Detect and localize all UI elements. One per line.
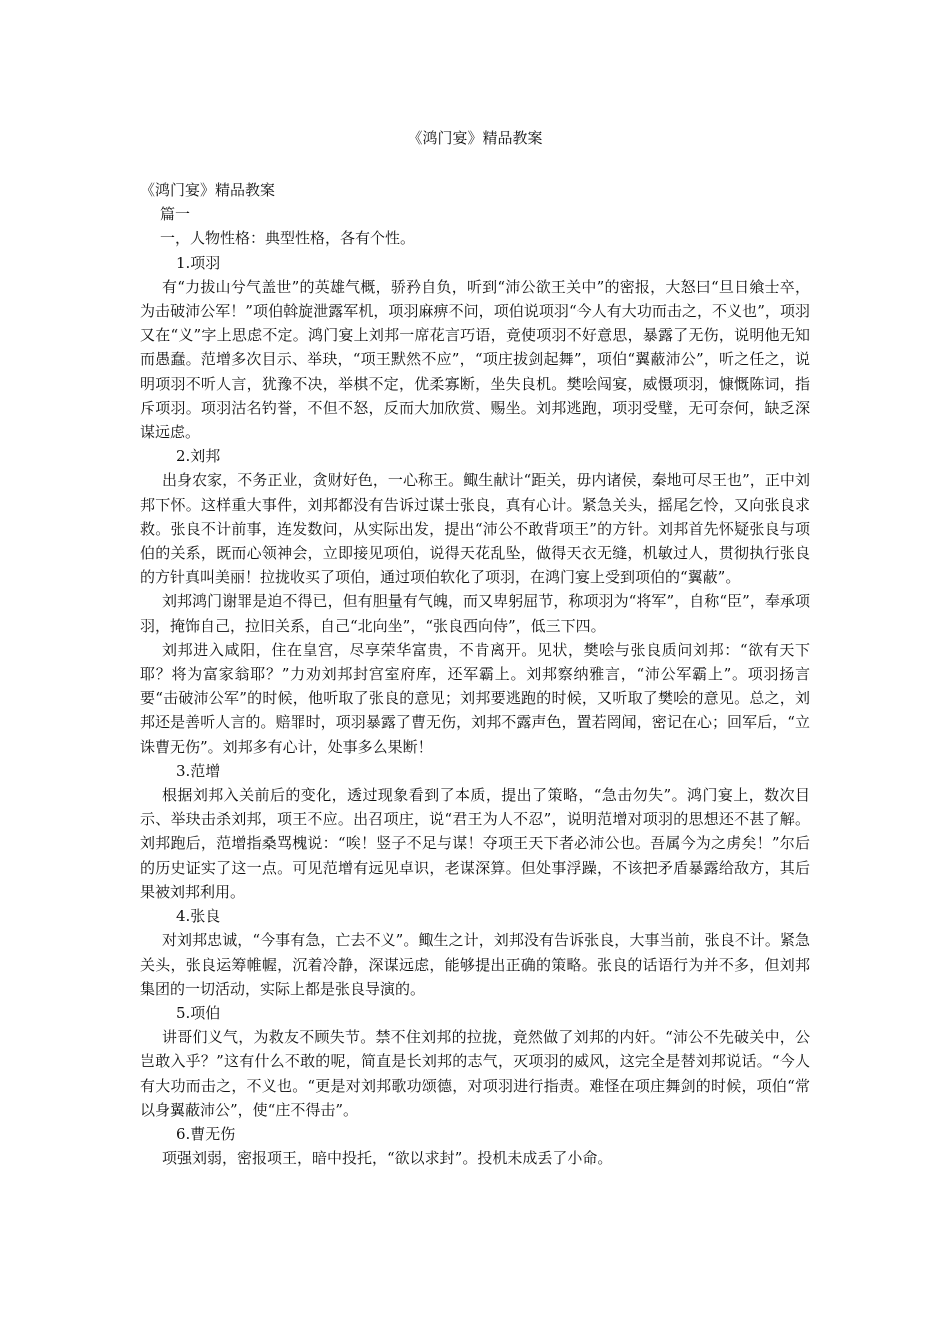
section-heading: 一，人物性格：典型性格，各有个性。 <box>160 229 416 248</box>
paragraph-fanzeng: 根据刘邦入关前后的变化，透过现象看到了本质，提出了策略，“急击勿失”。鸿门宴上，数次目示、举玦击杀刘邦，项王不应。出召项庄，说“君王为人不忍”，说明范增对项羽的思想还不甚了解。刘邦跑后，范增指桑骂槐说：“唉！竖子不足与谋！夺项王天下者必沛公也。吾属今为之虏矣！”尔后的历史证实了这一点。可见范增有远见卓识，老谋深算。但处事浮躁，不该把矛盾暴露给敌方，其后果被刘邦利用。 <box>140 786 810 901</box>
paragraph-zhangliang: 对刘邦忠诚，“今事有急，亡去不义”。鲰生之计，刘邦没有告诉张良，大事当前，张良不计。紧急关头，张良运筹帷幄，沉着冷静，深谋远虑，能够提出正确的策略。张良的话语行为并不多，但刘邦集团的一切活动，实际上都是张良导演的。 <box>140 931 810 998</box>
paragraph-liubang-2: 刘邦鸿门谢罪是迫不得已，但有胆量有气魄，而又卑躬屈节，称项羽为“将军”，自称“臣”，奉承项羽，掩饰自己，拉旧关系，自己“北向坐”，“张良西向侍”，低三下四。 <box>140 592 810 635</box>
part-label: 篇一 <box>160 205 191 224</box>
paragraph-liubang-3: 刘邦进入咸阳，住在皇宫，尽享荣华富贵，不肯离开。见状，樊哙与张良质问刘邦：“欲有天下耶？将为富家翁耶？”力劝刘邦封宫室府库，还军霸上。刘邦察纳雅言，“沛公军霸上”。项羽扬言要“击破沛公军”的时候，他听取了张良的意见；刘邦要逃跑的时候，又听取了樊哙的意见。总之，刘邦还是善听人言的。赔罪时，项羽暴露了曹无伤，刘邦不露声色，置若罔闻，密记在心；回军后，“立诛曹无伤”。刘邦多有心计，处事多么果断！ <box>140 640 810 756</box>
heading-caowushang: 6.曹无伤 <box>176 1124 236 1143</box>
heading-liubang: 2.刘邦 <box>176 447 221 466</box>
paragraph-xiangyu: 有“力拔山兮气盖世”的英雄气概，骄矜自负，听到“沛公欲王关中”的密报，大怒曰“旦日飨士卒，为击破沛公军！”项伯斡旋泄露军机，项羽麻痹不问，项伯说项羽“今人有大功而击之，不义也”，项羽又在“义”字上思虑不定。鸿门宴上刘邦一席花言巧语，竟使项羽不好意思，暴露了无伤，说明他无知而愚蠢。范增多次目示、举玦，“项王默然不应”，“项庄拔剑起舞”，项伯“翼蔽沛公”，听之任之，说明项羽不听人言，犹豫不决，举棋不定，优柔寡断，坐失良机。樊哙闯宴，威慑项羽，慷慨陈词，指斥项羽。项羽沽名钓誉，不但不怒，反而大加欣赏、赐坐。刘邦逃跑，项羽受璧，无可奈何，缺乏深谋远虑。 <box>140 277 810 442</box>
heading-fanzeng: 3.范增 <box>176 761 221 780</box>
paragraph-liubang-1: 出身农家，不务正业，贪财好色，一心称王。鲰生献计“距关，毋内诸侯，秦地可尽王也”，正中刘邦下怀。这样重大事件，刘邦都没有告诉过谋士张良，真有心计。紧急关头，摇尾乞怜，又向张良求救。张良不计前事，连发数问，从实际出发，提出“沛公不敢背项王”的方针。刘邦首先怀疑张良与项伯的关系，既而心领神会，立即接见项伯，说得天花乱坠，做得天衣无缝，机敏过人，贯彻执行张良的方针真叫美丽！拉拢收买了项伯，通过项伯软化了项羽，在鸿门宴上受到项伯的“翼蔽”。 <box>140 471 810 587</box>
heading-zhangliang: 4.张良 <box>176 907 221 926</box>
page-title: 《鸿门宴》精品教案 <box>407 129 543 147</box>
paragraph-caowushang: 项强刘弱，密报项王，暗中投托，“欲以求封”。投机未成丢了小命。 <box>162 1149 613 1168</box>
heading-xiangbo: 5.项伯 <box>176 1003 221 1022</box>
heading-xiangyu: 1.项羽 <box>176 253 221 272</box>
document-subtitle: 《鸿门宴》精品教案 <box>140 181 276 199</box>
paragraph-xiangbo: 讲哥们义气，为救友不顾失节。禁不住刘邦的拉拢，竟然做了刘邦的内奸。“沛公不先破关中，公岂敢入乎？”这有什么不敢的呢，简直是长刘邦的志气，灭项羽的威风，这完全是替刘邦说话。“今人有大功而击之，不义也。“更是对刘邦歌功颂德，对项羽进行指责。难怪在项庄舞剑的时候，项伯“常以身翼蔽沛公”，使“庄不得击”。 <box>140 1028 810 1119</box>
document-body <box>140 178 810 1170</box>
